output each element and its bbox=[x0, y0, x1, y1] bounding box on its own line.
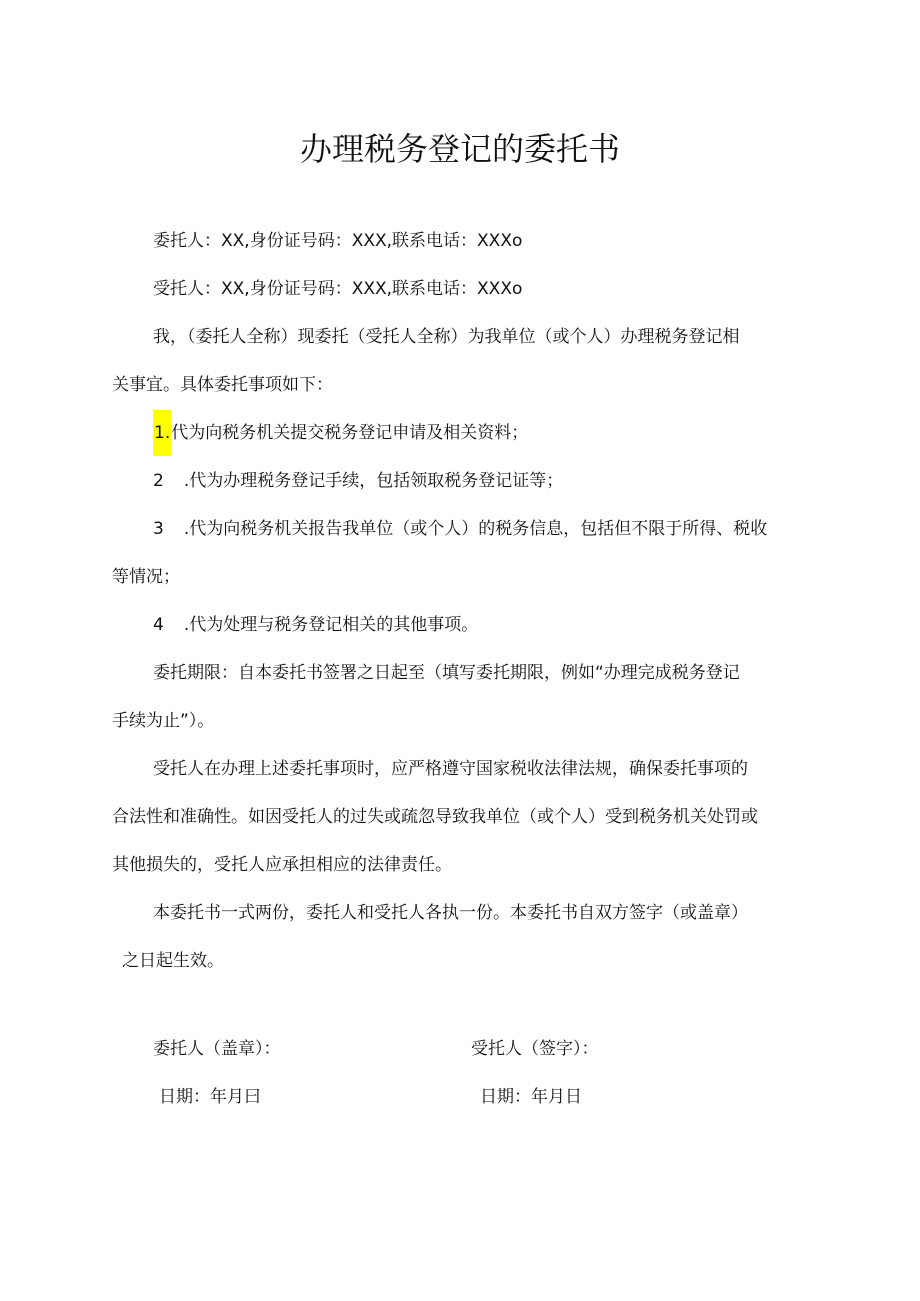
term-paragraph-line-1: 委托期限：自本委托书签署之日起至（填写委托期限，例如“办理完成税务登记 bbox=[153, 663, 740, 683]
item-1 bbox=[153, 421, 528, 456]
principal-info: 委托人：XX,身份证号码：XXX,联系电话：XXXo bbox=[153, 231, 523, 251]
copies-paragraph-line-1: 本委托书一式两份，委托人和受托人各执一份。本委托书自双方签字（或盖章） bbox=[153, 903, 748, 923]
highlighted-number: 1. bbox=[153, 410, 171, 456]
agent-date-label: 日期：年月日 bbox=[480, 1087, 582, 1107]
intro-paragraph-line-1: 我，（委托人全称）现委托（受托人全称）为我单位（或个人）办理税务登记相 bbox=[153, 327, 740, 347]
item-3-continuation: 等情况； bbox=[112, 567, 180, 587]
item-3-number: 3 bbox=[153, 519, 164, 539]
intro-paragraph-line-2: 关事宜。具体委托事项如下： bbox=[112, 375, 333, 395]
agent-signature-label: 受托人（签字）： bbox=[471, 1039, 599, 1059]
item-1-text: 代为向税务机关提交税务登记申请及相关资料； bbox=[171, 423, 529, 443]
document-title: 办理税务登记的委托书 bbox=[299, 130, 620, 168]
item-2 bbox=[153, 469, 563, 493]
duty-paragraph-line-3: 其他损失的，受托人应承担相应的法律责任。 bbox=[112, 855, 452, 875]
item-4-text: .代为处理与税务登记相关的其他事项。 bbox=[183, 615, 479, 635]
duty-paragraph-line-2: 合法性和准确性。如因受托人的过失或疏忽导致我单位（或个人）受到税务机关处罚或 bbox=[112, 807, 758, 827]
item-4 bbox=[153, 613, 478, 637]
agent-info: 受托人：XX,身份证号码：XXX,联系电话：XXXo bbox=[153, 279, 523, 299]
principal-date-label: 日期：年月曰 bbox=[159, 1087, 261, 1107]
item-2-text: .代为办理税务登记手续，包括领取税务登记证等； bbox=[183, 471, 564, 491]
item-4-number: 4 bbox=[153, 615, 164, 635]
duty-paragraph-line-1: 受托人在办理上述委托事项时，应严格遵守国家税收法律法规，确保委托事项的 bbox=[153, 759, 748, 779]
principal-signature-label: 委托人（盖章）： bbox=[153, 1039, 281, 1059]
term-paragraph-line-2: 手续为止”）。 bbox=[112, 711, 215, 731]
item-3-text: .代为向税务机关报告我单位（或个人）的税务信息，包括但不限于所得、税收 bbox=[183, 519, 768, 539]
copies-paragraph-line-2: 之日起生效。 bbox=[122, 951, 224, 971]
item-2-number: 2 bbox=[153, 471, 164, 491]
item-3 bbox=[153, 517, 767, 541]
